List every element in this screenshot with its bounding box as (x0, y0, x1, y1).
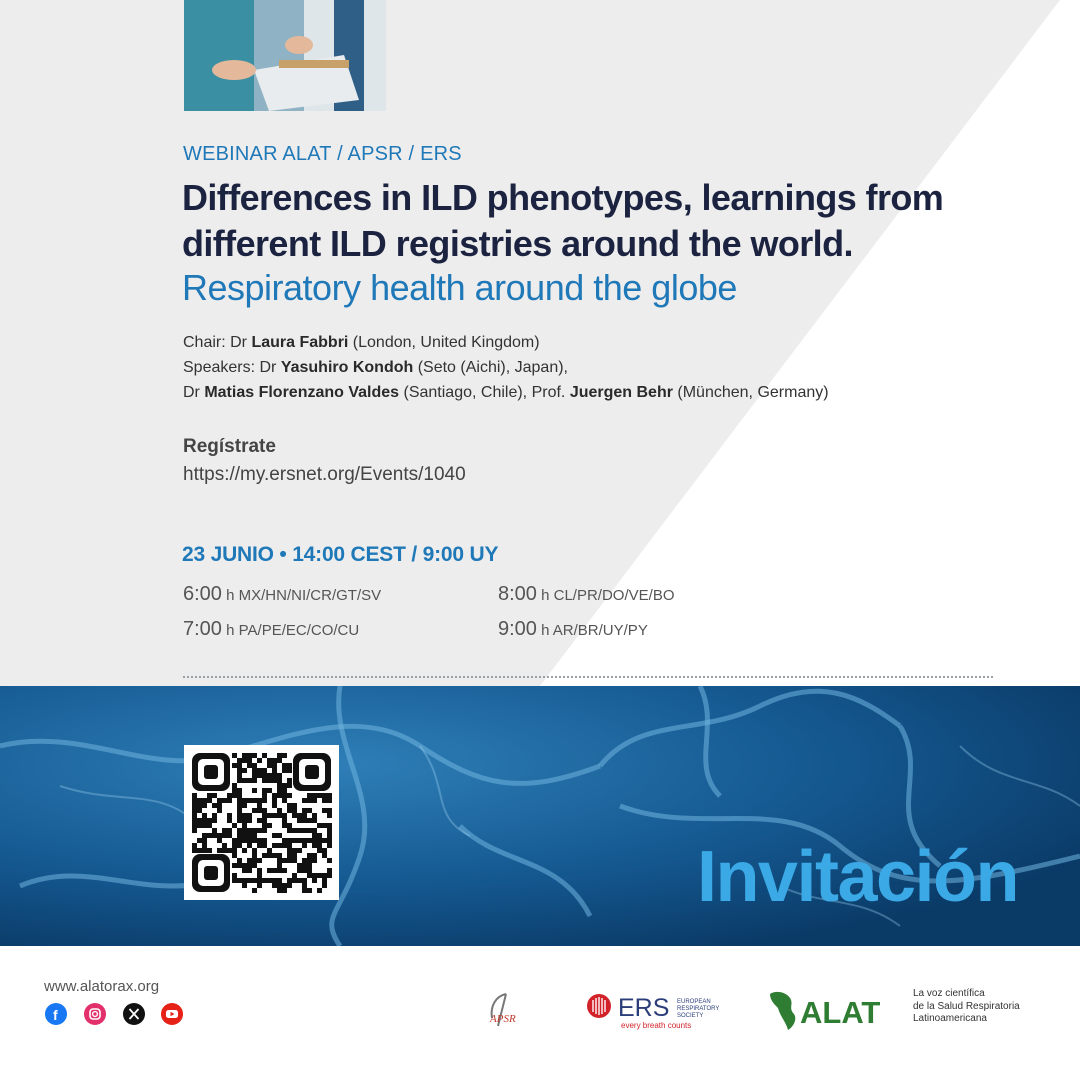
title-line-1: Differences in ILD phenotypes, learnings from (182, 177, 944, 218)
apsr-logo (484, 990, 528, 1030)
instagram-icon[interactable] (84, 1003, 106, 1025)
register-link[interactable]: https://my.ersnet.org/Events/1040 (183, 464, 466, 485)
header-photo (184, 0, 386, 111)
dotted-divider (183, 676, 993, 678)
timezone-countries: MX/HN/NI/CR/GT/SV (238, 587, 382, 604)
speakers-line-2 (183, 380, 829, 405)
tagline-line: Latinoamericana (913, 1013, 987, 1024)
ers-full-3: SOCIETY (677, 1013, 704, 1019)
alat-text: ALAT (800, 995, 881, 1030)
speaker-3-place: (München, Germany) (672, 384, 829, 401)
ers-slogan: every breath counts (621, 1021, 692, 1030)
speaker-2-place: (Santiago, Chile), Prof. (399, 384, 570, 401)
chair-line (183, 330, 829, 355)
chair-name: Laura Fabbri (251, 334, 349, 351)
alat-tagline (913, 988, 1020, 1026)
qr-code[interactable] (184, 745, 339, 900)
timezone-entry (183, 618, 359, 641)
event-date: 23 JUNIO • 14:00 CEST / 9:00 UY (182, 543, 499, 566)
qr-code-graphic (184, 745, 339, 900)
webinar-eyebrow: WEBINAR ALAT / APSR / ERS (183, 143, 462, 165)
chair-place: (London, United Kingdom) (348, 334, 540, 351)
x-icon[interactable] (123, 1003, 145, 1025)
ers-full-2: RESPIRATORY (677, 1006, 720, 1012)
alat-logo (766, 986, 906, 1032)
facebook-icon[interactable] (45, 1003, 67, 1025)
speaker-2-name: Matias Florenzano Valdes (204, 384, 400, 401)
timezone-entry (183, 583, 381, 606)
website-link[interactable]: www.alatorax.org (44, 978, 160, 995)
speaker-2-prefix: Dr (183, 384, 205, 401)
invitation-heading: Invitación (696, 837, 1018, 917)
timezone-time: 8:00 (498, 583, 537, 605)
timezone-entry (498, 618, 648, 641)
ers-logo (587, 991, 727, 1031)
svg-text:f: f (53, 1007, 58, 1023)
webinar-subtitle: Respiratory health around the globe (182, 267, 737, 308)
timezone-unit: h (221, 622, 239, 639)
ers-text: ERS (618, 994, 670, 1022)
speaker-3-name: Juergen Behr (569, 384, 673, 401)
register-label: Regístrate (183, 436, 276, 457)
timezone-countries: PA/PE/EC/CO/CU (238, 622, 360, 639)
timezone-entry (498, 583, 675, 606)
timezone-time: 6:00 (183, 583, 222, 605)
speakers-line-1 (183, 355, 829, 380)
timezone-unit: h (536, 587, 554, 604)
timezone-unit: h (536, 622, 553, 639)
timezone-unit: h (221, 587, 239, 604)
tagline-line: La voz científica (913, 988, 985, 999)
chair-prefix: Chair: Dr (183, 334, 252, 351)
timezone-time: 9:00 (498, 618, 537, 640)
speaker-1-name: Yasuhiro Kondoh (280, 359, 414, 376)
title-line-2: different ILD registries around the world. (182, 223, 853, 264)
speakers-prefix: Speakers: Dr (183, 359, 281, 376)
timezone-countries: AR/BR/UY/PY (552, 622, 648, 639)
speakers-block (183, 330, 829, 405)
tagline-line: de la Salud Respiratoria (913, 1000, 1020, 1012)
apsr-text: APSR (490, 1013, 516, 1025)
timezone-time: 7:00 (183, 618, 222, 640)
ers-full-1: EUROPEAN (677, 999, 711, 1005)
speaker-1-place: (Seto (Aichi), Japan), (413, 359, 568, 376)
timezone-countries: CL/PR/DO/VE/BO (553, 587, 675, 604)
youtube-icon[interactable] (161, 1003, 183, 1025)
webinar-title (182, 175, 982, 267)
